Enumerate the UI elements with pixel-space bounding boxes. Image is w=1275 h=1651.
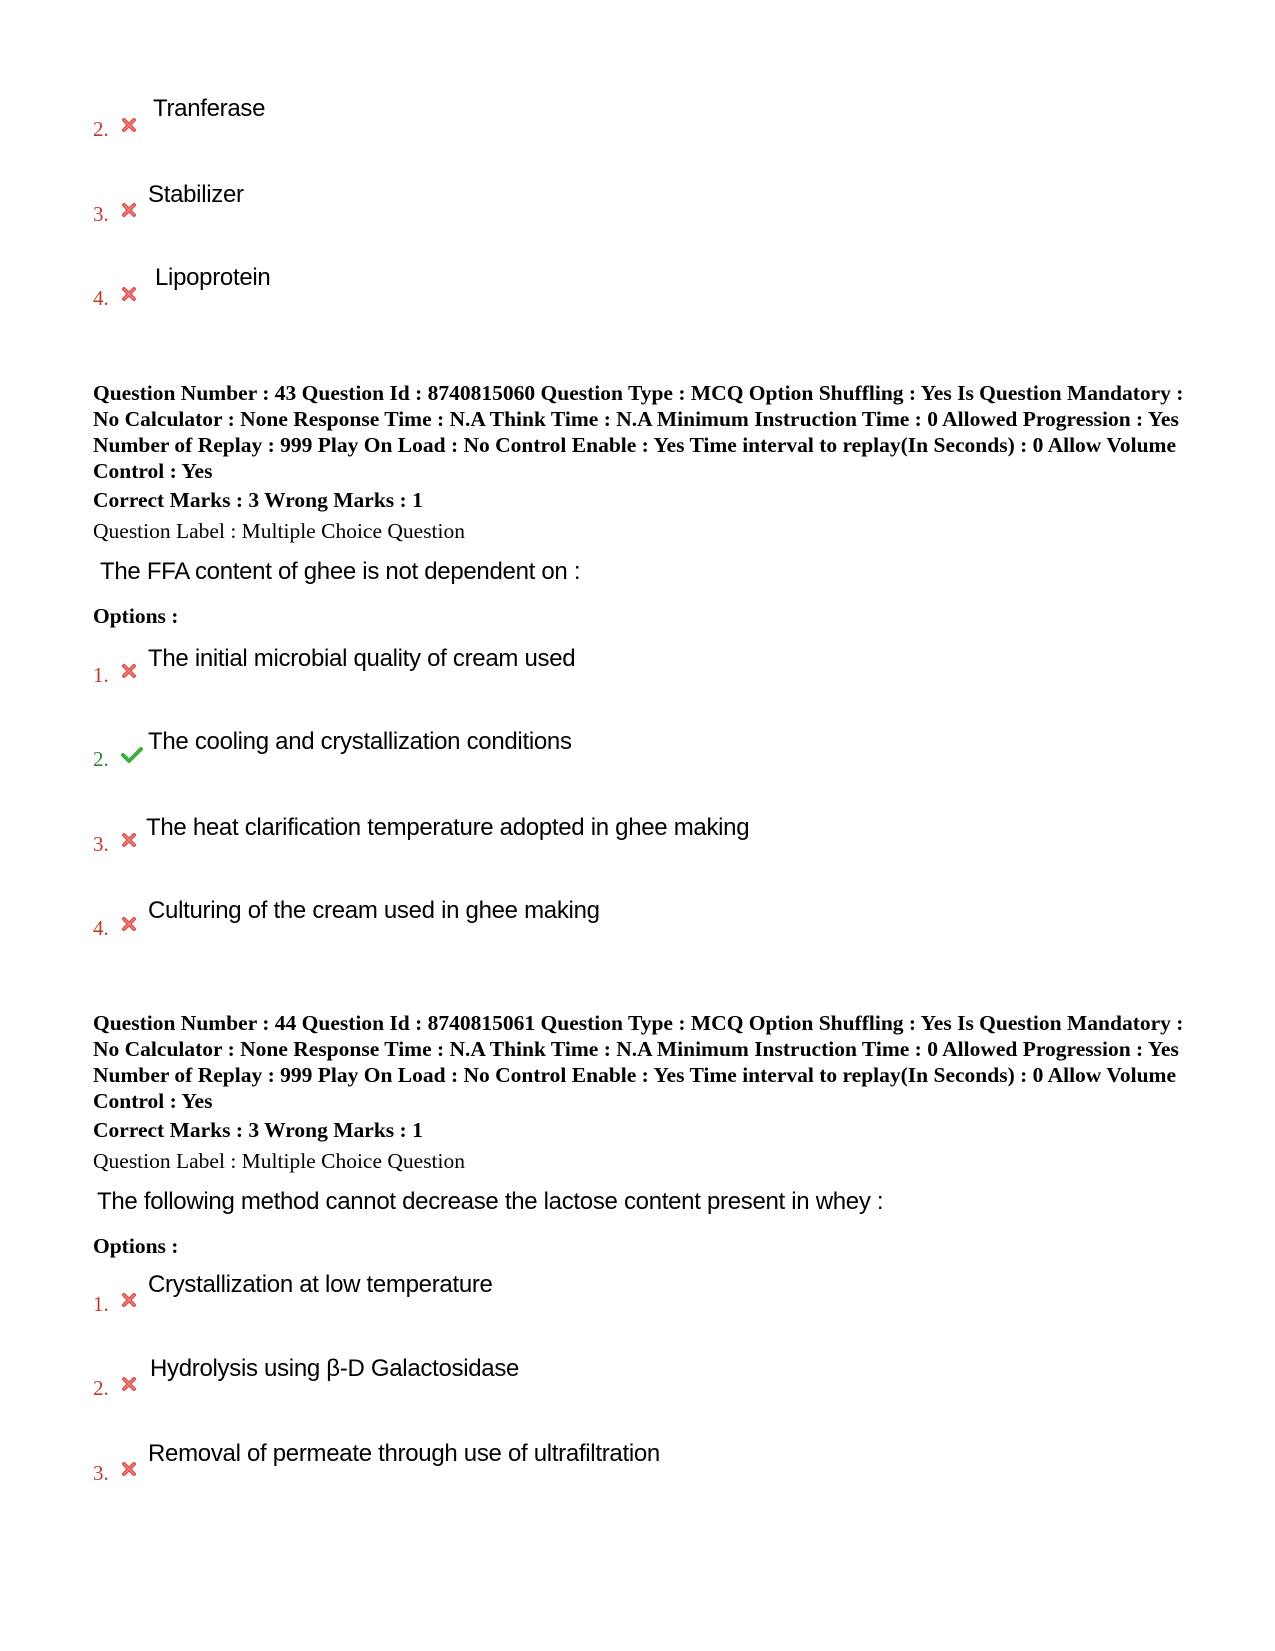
cross-icon bbox=[121, 117, 137, 133]
option-item bbox=[0, 897, 1275, 957]
cross-icon bbox=[121, 916, 137, 932]
option-text: Hydrolysis using β-D Galactosidase bbox=[150, 1355, 520, 1382]
option-number: 4. bbox=[93, 286, 109, 310]
option-item bbox=[0, 1440, 1275, 1500]
option-item bbox=[0, 1271, 1275, 1331]
option-text: Culturing of the cream used in ghee making bbox=[148, 897, 600, 924]
question-label: Question Label : Multiple Choice Question bbox=[93, 1149, 466, 1173]
question-label: Question Label : Multiple Choice Question bbox=[93, 519, 466, 543]
question-meta: Question Number : 43 Question Id : 8740815060 Question Type : MCQ Option Shuffling : Yes Is Question Mandatory : No Calculator : None Response Time : N.A Think Time : N.A Minimum Instruction Time : 0 Allowed Progression : Yes Number of Replay : 999 Play On Load : No Control Enable : Yes Time interval to replay(In Seconds) : 0 Allow Volume Control : Yes bbox=[93, 381, 1184, 483]
option-number: 4. bbox=[93, 916, 109, 940]
option-item bbox=[0, 181, 1275, 241]
cross-icon bbox=[121, 202, 137, 218]
question-text: The following method cannot decrease the lactose content present in whey : bbox=[97, 1188, 884, 1215]
options-heading: Options : bbox=[93, 1234, 179, 1258]
question-text: The FFA content of ghee is not dependent on : bbox=[100, 558, 581, 585]
option-number: 1. bbox=[93, 1292, 109, 1316]
option-text: Removal of permeate through use of ultrafiltration bbox=[148, 1440, 660, 1467]
check-icon bbox=[121, 747, 143, 763]
cross-icon bbox=[121, 832, 137, 848]
option-number: 3. bbox=[93, 202, 109, 226]
cross-icon bbox=[121, 286, 137, 302]
question-marks: Correct Marks : 3 Wrong Marks : 1 bbox=[93, 488, 423, 512]
option-number: 2. bbox=[93, 1376, 109, 1400]
option-item bbox=[0, 814, 1275, 874]
option-number: 1. bbox=[93, 663, 109, 687]
option-item bbox=[0, 264, 1275, 324]
option-text: The cooling and crystallization conditions bbox=[148, 728, 572, 755]
option-number: 3. bbox=[93, 832, 109, 856]
cross-icon bbox=[121, 663, 137, 679]
cross-icon bbox=[121, 1376, 137, 1392]
option-item bbox=[0, 728, 1275, 788]
option-text: The initial microbial quality of cream used bbox=[148, 645, 576, 672]
question-meta: Question Number : 44 Question Id : 8740815061 Question Type : MCQ Option Shuffling : Yes Is Question Mandatory : No Calculator : None Response Time : N.A Think Time : N.A Minimum Instruction Time : 0 Allowed Progression : Yes Number of Replay : 999 Play On Load : No Control Enable : Yes Time interval to replay(In Seconds) : 0 Allow Volume Control : Yes bbox=[93, 1011, 1184, 1113]
cross-icon bbox=[121, 1461, 137, 1477]
option-item bbox=[0, 645, 1275, 705]
option-item bbox=[0, 1355, 1275, 1415]
option-number: 2. bbox=[93, 117, 109, 141]
option-number: 2. bbox=[93, 747, 109, 771]
options-heading: Options : bbox=[93, 604, 179, 628]
option-text: Tranferase bbox=[153, 95, 266, 122]
question-marks: Correct Marks : 3 Wrong Marks : 1 bbox=[93, 1118, 423, 1142]
option-item bbox=[0, 95, 1275, 155]
option-text: Stabilizer bbox=[148, 181, 244, 208]
option-text: The heat clarification temperature adopted in ghee making bbox=[146, 814, 750, 841]
option-text: Crystallization at low temperature bbox=[148, 1271, 493, 1298]
option-number: 3. bbox=[93, 1461, 109, 1485]
cross-icon bbox=[121, 1292, 137, 1308]
option-text: Lipoprotein bbox=[155, 264, 271, 291]
